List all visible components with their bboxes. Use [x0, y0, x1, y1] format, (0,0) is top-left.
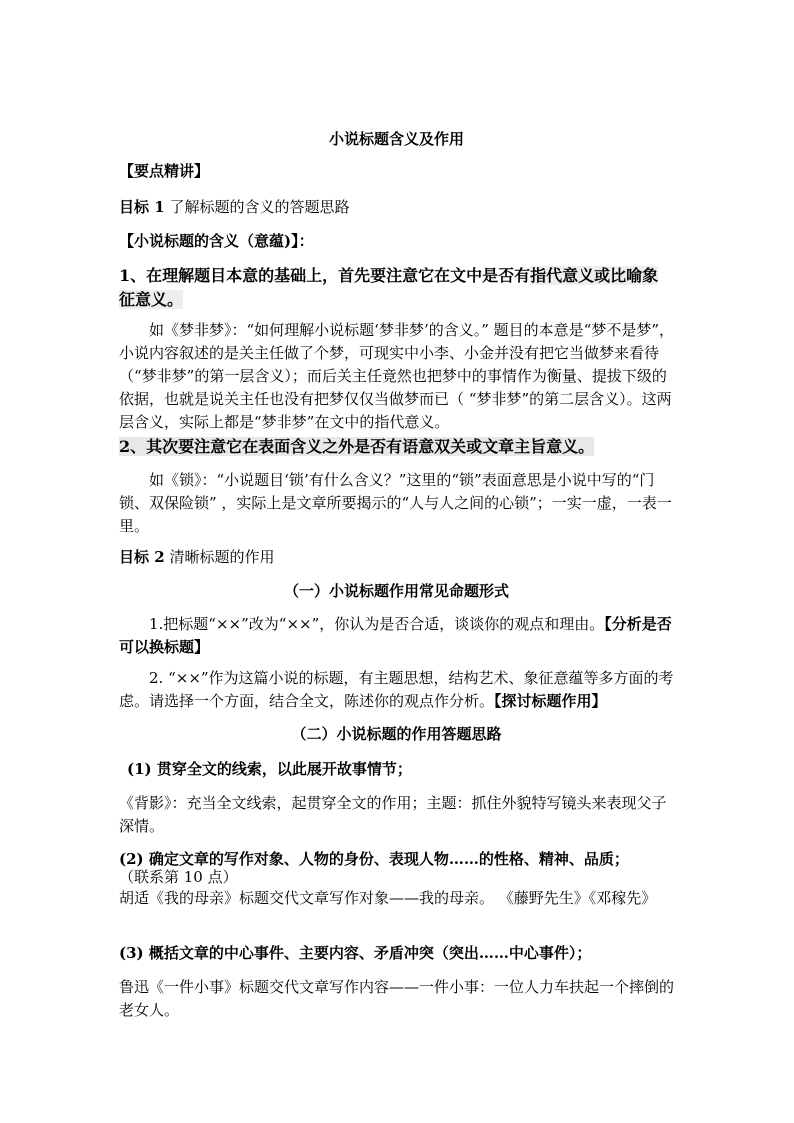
subsection-1-title: （一）小说标题作用常见命题形式 — [283, 582, 509, 600]
question-1-text: 1.把标题“××”改为“××”，你认为是否合适，谈谈你的观点和理由。 — [149, 615, 605, 633]
subsection-2-title: （二）小说标题的作用答题思路 — [291, 725, 502, 743]
point-1-main: 1、在理解题目本意的基础上，首先要注意它在文中是否有 — [119, 266, 531, 285]
goal-2-text: 清晰标题的作用 — [164, 548, 275, 566]
role-3-title-text: (3) 概括文章的中心事件、主要内容、矛盾冲突（突出……中心事件）； — [119, 944, 592, 962]
goal-2-label: 目标 2 — [119, 548, 165, 566]
point-1-highlight: 指代意义或比喻象征意义。 — [119, 266, 659, 309]
meaning-header: 【小说标题的含义（意蕴)】： — [119, 232, 314, 250]
point-2-main: 2、其次要注意它在表面含义之外是否有语意双关或文章主旨意义。 — [119, 437, 595, 456]
goal-1-text: 了解标题的含义的答题思路 — [164, 198, 350, 216]
role-2-text: 胡适《我的母亲》标题交代文章写作对象——我的母亲。 《藤野先生》《邓稼先》 — [119, 889, 657, 907]
example-1: 如《梦非梦》：“如何理解小说标题‘梦非梦’的含义。” 题目的本意是“梦不是梦”，小说内容叙述的是关主任做了个梦，可现实中小李、小金并没有把它当做梦来看待（“梦非梦”的第一层含义）；而后关主任竟然也把梦中的事情作为衡量、提拔下级的依据，也就是说关主任也没有把梦仅仅当做梦而已（ “梦非梦”的第二层含义）。这两层含义，实际上都是“梦非梦”在文中的指代意义。 — [119, 321, 674, 431]
question-1-tag: 【分析是否可以换标题】 — [119, 615, 672, 656]
question-1 — [119, 613, 674, 659]
role-1-text: 《背影》：充当全文线索，起贯穿全文的作用；主题：抓住外貌特写镜头来表现父子深情。 — [119, 794, 667, 835]
point-1 — [119, 264, 674, 312]
goal-1-line — [119, 196, 674, 219]
role-2-title: (2) 确定文章的写作对象、人物的身份、表现人物……的性格、精神、品质； — [119, 850, 629, 868]
document-title: 小说标题含义及作用 — [328, 130, 464, 148]
role-1-title: (1) 贯穿全文的线索，以此展开故事情节； — [127, 760, 412, 778]
goal-1-label: 目标 1 — [119, 198, 165, 216]
question-2 — [119, 667, 674, 713]
goal-2-line — [119, 546, 674, 569]
section-header: 【要点精讲】 — [119, 162, 210, 180]
example-2: 如《锁》：“小说题目‘锁’有什么含义？”这里的“锁”表面意思是小说中写的“门锁、双保险锁” ，实际上是文章所要揭示的“人与人之间的心锁”；一实一虚，一表一里。 — [119, 471, 672, 535]
role-3-text: 鲁迅《一件小事》标题交代文章写作内容——一件小事：一位人力车扶起一个摔倒的老女人。 — [119, 978, 675, 1019]
question-2-tag: 【探讨标题作用】 — [494, 692, 607, 710]
question-2-text: 2. “××”作为这篇小说的标题，有主题思想，结构艺术、象征意蕴等多方面的考虑。请选择一个方面，结合全文，陈述你的观点作分析。 — [119, 669, 674, 710]
role-3-title — [119, 942, 674, 965]
role-2-note: （联系第 10 点） — [119, 868, 238, 886]
point-2 — [119, 435, 674, 459]
